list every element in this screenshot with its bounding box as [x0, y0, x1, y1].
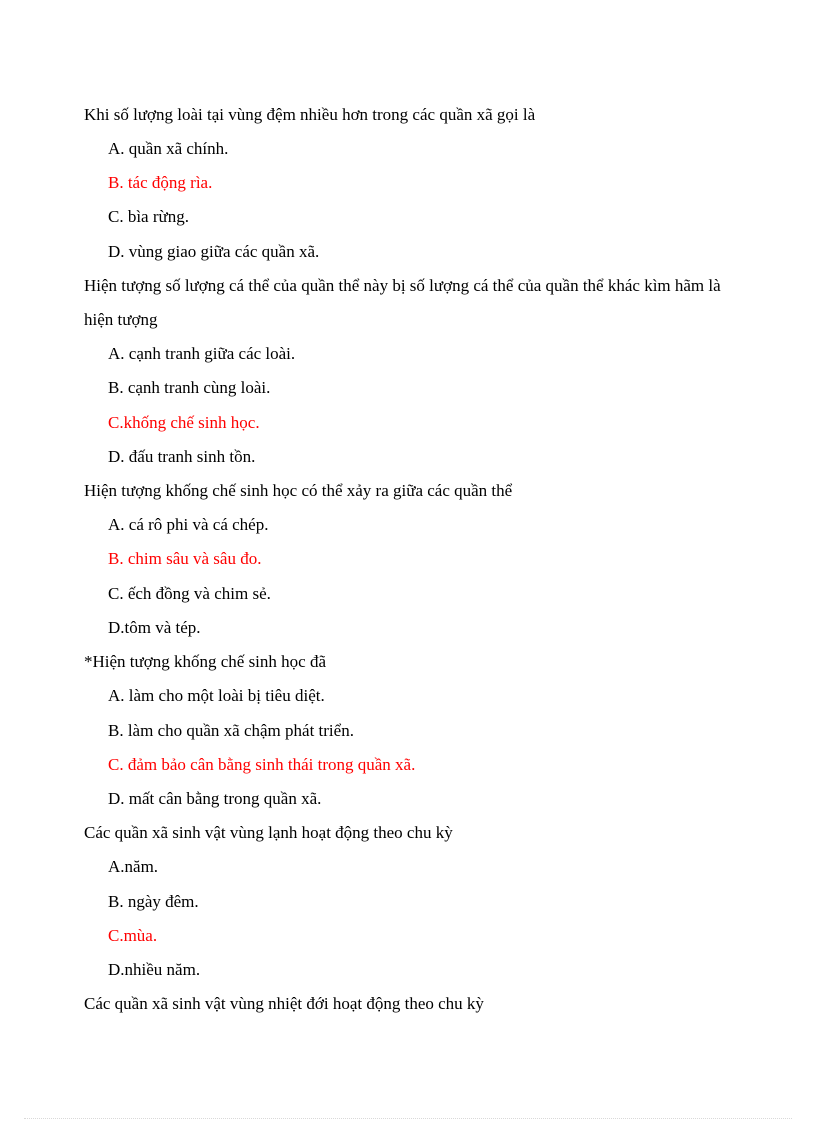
- question-4-option-c-correct: C. đảm bảo cân bằng sinh thái trong quần xã.: [108, 755, 416, 774]
- question-3-option-d: D.tôm và tép.: [108, 618, 201, 637]
- question-3-option-b-correct: B. chim sâu và sâu đo.: [108, 549, 262, 568]
- page-bottom-divider: [24, 1118, 792, 1119]
- question-3-option-c: C. ếch đồng và chim sẻ.: [108, 584, 271, 603]
- question-4-text: *Hiện tượng khống chế sinh học đã: [84, 652, 326, 671]
- question-3-option-a: A. cá rô phi và cá chép.: [108, 515, 269, 534]
- question-1-text: Khi số lượng loài tại vùng đệm nhiều hơn trong các quần xã gọi là: [84, 105, 536, 124]
- question-2-text-line1: Hiện tượng số lượng cá thể của quần thể này bị số lượng cá thể của quần thể khác kìm hãm là: [84, 276, 721, 295]
- question-1-option-a: A. quần xã chính.: [108, 139, 229, 158]
- question-1-option-d: D. vùng giao giữa các quần xã.: [108, 242, 320, 261]
- question-5-text: Các quần xã sinh vật vùng lạnh hoạt động theo chu kỳ: [84, 823, 453, 842]
- question-2-text-line2: hiện tượng: [84, 310, 158, 329]
- question-6-text: Các quần xã sinh vật vùng nhiệt đới hoạt động theo chu kỳ: [84, 994, 484, 1013]
- question-5-option-a: A.năm.: [108, 857, 159, 876]
- question-2-option-d: D. đấu tranh sinh tồn.: [108, 447, 256, 466]
- question-4-option-b: B. làm cho quần xã chậm phát triển.: [108, 721, 354, 740]
- question-2-option-c-correct: C.khống chế sinh học.: [108, 413, 260, 432]
- question-1-option-c: C. bìa rừng.: [108, 207, 189, 226]
- question-2-option-b: B. cạnh tranh cùng loài.: [108, 378, 271, 397]
- question-4-option-a: A. làm cho một loài bị tiêu diệt.: [108, 686, 325, 705]
- question-2-option-a: A. cạnh tranh giữa các loài.: [108, 344, 296, 363]
- question-1-option-b-correct: B. tác động rìa.: [108, 173, 213, 192]
- question-5-option-d: D.nhiều năm.: [108, 960, 201, 979]
- question-5-option-c-correct: C.mùa.: [108, 926, 158, 945]
- question-5-option-b: B. ngày đêm.: [108, 892, 199, 911]
- question-4-option-d: D. mất cân bằng trong quần xã.: [108, 789, 322, 808]
- question-3-text: Hiện tượng khống chế sinh học có thể xảy ra giữa các quần thể: [84, 481, 513, 500]
